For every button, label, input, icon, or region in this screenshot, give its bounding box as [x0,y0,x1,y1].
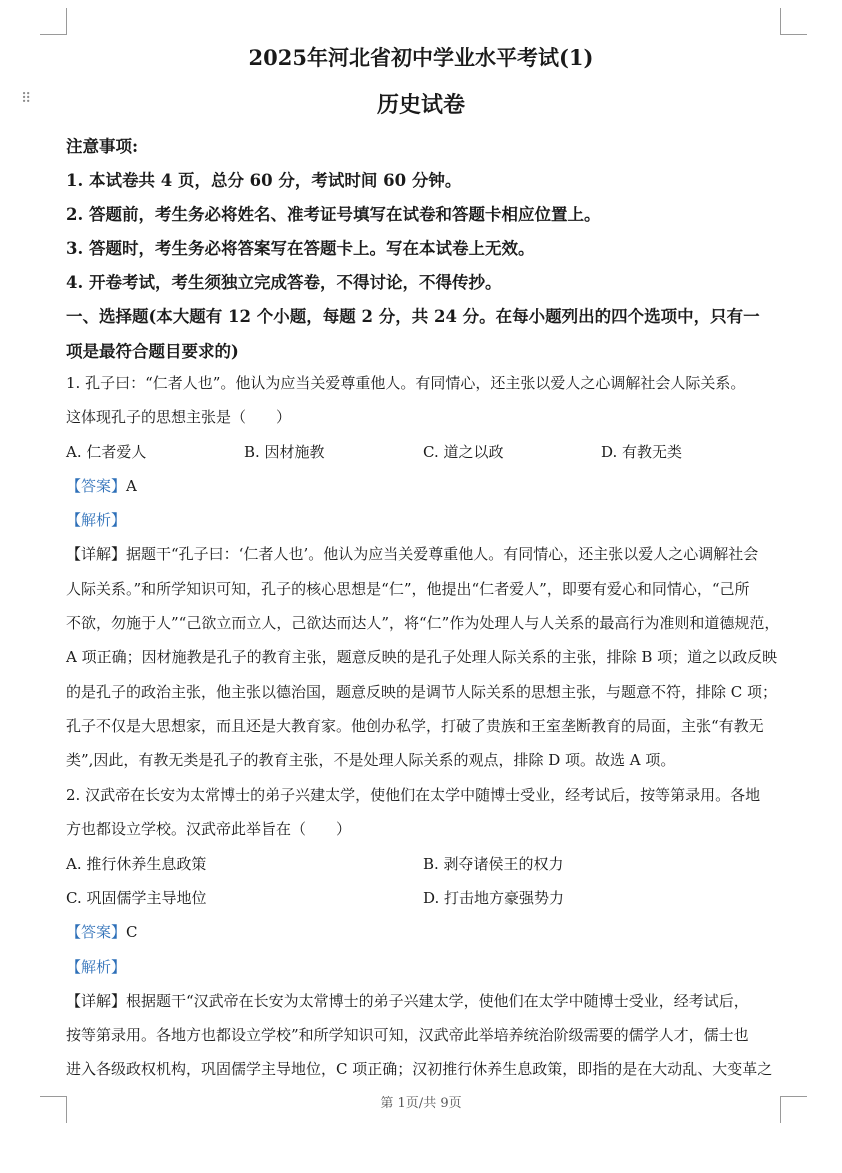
question-2-option-a: A. 推行休养生息政策 [66,855,207,873]
detail-line: 人际关系。”和所学知识可知，孔子的核心思想是“仁”，他提出“仁者爱人”，即要有爱心和同情心，“己所 [66,580,750,598]
answer-tag: 【答案】 [66,923,127,941]
page-footer: 第 1页/共 9页 [380,1096,462,1111]
question-2-option-c: C. 巩固儒学主导地位 [66,889,207,907]
question-1-option-b: B. 因材施教 [244,443,325,461]
answer-tag: 【答案】 [66,477,127,495]
detail-line: 孔子不仅是大思想家，而且还是大教育家。他创办私学，打破了贵族和王室垄断教育的局面，主张“有教无 [66,717,764,735]
question-2-option-d: D. 打击地方豪强势力 [423,889,565,907]
answer-value: C [126,923,138,941]
page-corner-mark [780,8,807,35]
notice-item: 2. 答题前，考生务必将姓名、准考证号填写在试卷和答题卡相应位置上。 [66,205,601,224]
detail-line: 按等第录用。各地方也都设立学校”和所学知识可知，汉武帝此举培养统治阶级需要的儒学人才，儒士也 [66,1026,749,1044]
section-heading: 一、选择题(本大题有 12 个小题，每题 2 分，共 24 分。在每小题列出的四个选项中，只有一 [66,307,760,326]
answer-value: A [126,477,137,495]
question-2-stem: 2. 汉武帝在长安为太常博士的弟子兴建太学，使他们在太学中随博士受业，经考试后，按等第录用。各地 [66,786,761,804]
notice-item: 1. 本试卷共 4 页，总分 60 分，考试时间 60 分钟。 [66,171,462,190]
page-title: 2025年河北省初中学业水平考试(1) [248,45,594,70]
question-2-option-b: B. 剥夺诸侯王的权力 [423,855,564,873]
page-corner-mark [40,8,67,35]
question-1-option-d: D. 有教无类 [601,443,683,461]
question-2-answer [66,921,138,942]
section-heading-cont: 项是最符合题目要求的) [66,342,239,361]
detail-line: 据题干“孔子曰：‘仁者人也’。他认为应当关爱尊重他人。有同情心，还主张以爱人之心调解社会 [126,545,759,563]
detail-line: A 项正确；因材施教是孔子的教育主张，题意反映的是孔子处理人际关系的主张，排除 B 项；道之以政反映 [66,648,778,666]
drag-handle-icon[interactable]: ⠿ [21,91,31,107]
question-2-detail [66,990,749,1011]
detail-line: 类”,因此，有教无类是孔子的教育主张，不是处理人际关系的观点，排除 D 项。故选 A 项。 [66,751,676,769]
detail-line: 根据题干“汉武帝在长安为太常博士的弟子兴建太学，使他们在太学中随博士受业，经考试后， [126,992,749,1010]
notice-item: 3. 答题时，考生务必将答案写在答题卡上。写在本试卷上无效。 [66,239,535,258]
question-2-stem-cont: 方也都设立学校。汉武帝此举旨在（ ） [66,820,352,838]
detail-line: 的是孔子的政治主张，他主张以德治国，题意反映的是调节人际关系的思想主张，与题意不符，排除 C 项； [66,683,778,701]
detail-tag: 【详解】 [66,992,127,1010]
question-1-answer [66,475,137,496]
detail-line: 不欲，勿施于人”“己欲立而立人，己欲达而达人”，将“仁”作为处理人与人关系的最高行为准则和道德规范， [66,614,780,632]
page-subtitle: 历史试卷 [376,92,465,118]
question-1-stem-cont: 这体现孔子的思想主张是（ ） [66,408,292,426]
question-1-detail [66,543,758,564]
detail-line: 进入各级政权机构，巩固儒学主导地位，C 项正确；汉初推行休养生息政策，即指的是在大动乱、大变革之 [66,1060,773,1078]
question-1-option-c: C. 道之以政 [423,443,504,461]
notice-heading: 注意事项: [66,137,139,156]
question-1-stem: 1. 孔子曰：“仁者人也”。他认为应当关爱尊重他人。有同情心，还主张以爱人之心调解社会人际关系。 [66,374,746,392]
question-1-option-a: A. 仁者爱人 [66,443,147,461]
detail-tag: 【详解】 [66,545,127,563]
notice-item: 4. 开卷考试，考生须独立完成答卷，不得讨论，不得传抄。 [66,273,502,292]
question-1-analysis-tag: 【解析】 [66,511,127,529]
question-2-analysis-tag: 【解析】 [66,958,127,976]
